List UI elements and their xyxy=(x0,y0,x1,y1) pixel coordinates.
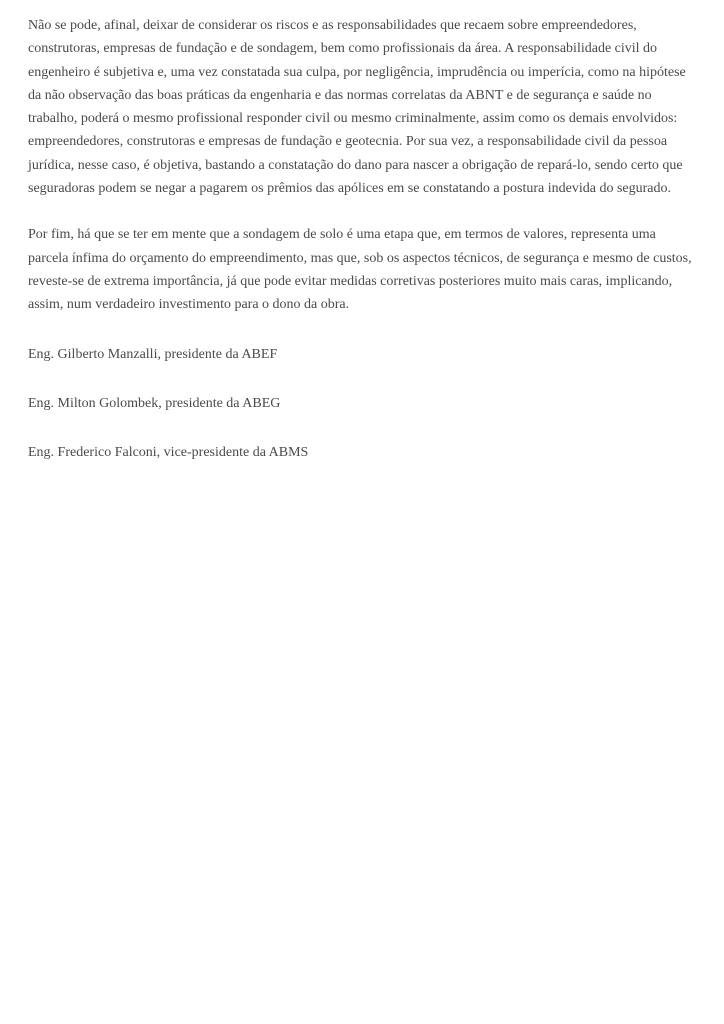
article-paragraph: Não se pode, afinal, deixar de considerar os riscos e as responsabilidades que recaem sobre empreendedores, construtoras, empresas de fundação e de sondagem, bem como profissionais da área. A responsabilidade civil do engenheiro é subjetiva e, uma vez constatada sua culpa, por negligência, imprudência ou imperícia, como na hipótese da não observação das boas práticas da engenharia e das normas correlatas da ABNT e de segurança e saúde no trabalho, poderá o mesmo profissional responder civil ou mesmo criminalmente, assim como os demais envolvidos: empreendedores, construtoras e empresas de fundação e geotecnia. Por sua vez, a responsabilidade civil da pessoa jurídica, nesse caso, é objetiva, bastando a constatação do dano para nascer a obrigação de repará-lo, sendo certo que seguradoras podem se negar a pagarem os prêmios das apólices em se constatando a postura indevida do segurado. xyxy=(28,18,686,197)
author-signature: Eng. Frederico Falconi, vice-presidente da ABMS xyxy=(28,445,309,461)
author-signature: Eng. Milton Golombek, presidente da ABEG xyxy=(28,395,281,411)
author-signature: Eng. Gilberto Manzalli, presidente da ABEF xyxy=(28,346,278,362)
article-body xyxy=(28,14,696,464)
article-paragraph: Por fim, há que se ter em mente que a sondagem de solo é uma etapa que, em termos de valores, representa uma parcela ínfima do orçamento do empreendimento, mas que, sob os aspectos técnicos, de segurança e mesmo de custos, reveste-se de extrema importância, já que pode evitar medidas corretivas posteriores muito mais caras, implicando, assim, num verdadeiro investimento para o dono da obra. xyxy=(28,227,692,313)
